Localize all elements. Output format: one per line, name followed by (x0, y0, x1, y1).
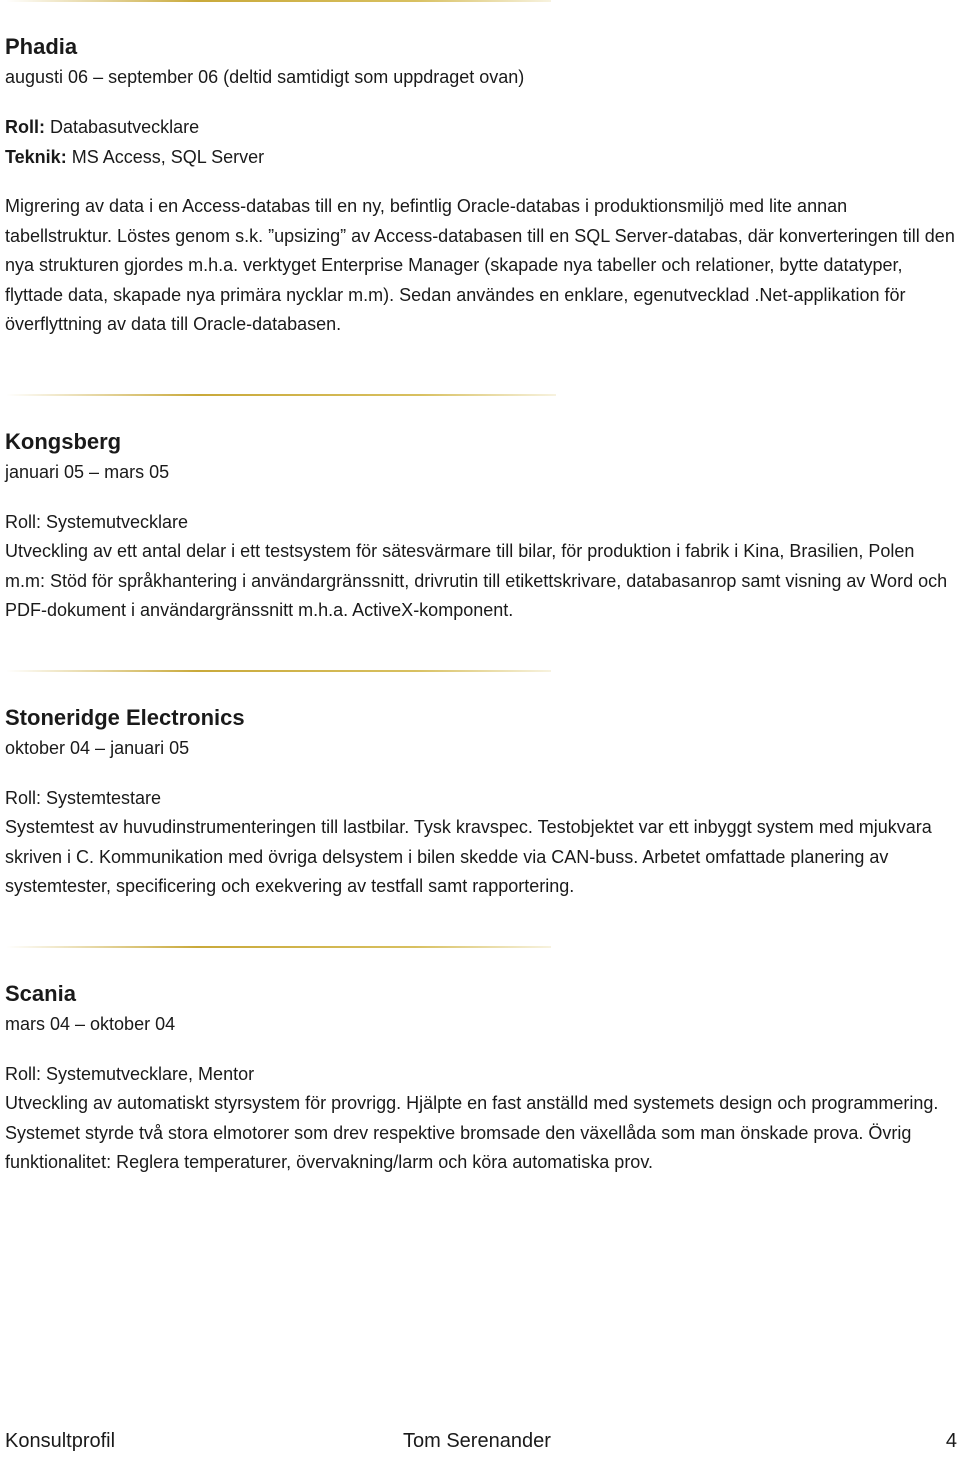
assignment-description: Systemtest av huvudinstrumenteringen till lastbilar. Tysk kravspec. Testobjektet var ett inbyggt system med mjukvara skriven i C. Kommunikation med övriga delsystem i bilen skedde via CAN-buss. Arbetet omfattade planering av systemtester, specificering och exekvering av testfall samt rapportering. (5, 817, 932, 896)
assignment-stoneridge (5, 703, 955, 902)
company-name: Phadia (5, 34, 78, 59)
assignment-description: Utveckling av ett antal delar i ett testsystem för sätesvärmare till bilar, för produktion i fabrik i Kina, Brasilien, Polen m.m: Stöd för språkhantering i användargränssnitt, drivrutin till etikettskrivare, databasanrop samt visning av Word och PDF-dokument i användargränssnitt m.h.a. ActiveX-komponent. (5, 541, 948, 620)
assignment-description: Utveckling av automatiskt styrsystem för provrigg. Hjälpte en fast anställd med systemets design och programmering. Systemet styrde två stora elmotorer som drev respektive bromsade den växellåda som man önskade prova. Övrig funktionalitet: Reglera temperaturer, övervakning/larm och köra automatiska prov. (5, 1093, 939, 1172)
tech-label: Teknik: (5, 147, 67, 167)
company-name: Scania (5, 981, 76, 1006)
assignment-period: januari 05 – mars 05 (5, 462, 170, 482)
assignment-period: augusti 06 – september 06 (deltid samtidigt som uppdraget ovan) (5, 67, 525, 87)
assignment-period: mars 04 – oktober 04 (5, 1014, 176, 1034)
tech-line (5, 142, 955, 172)
assignment-kongsberg (5, 427, 955, 626)
role-line (5, 112, 955, 142)
page-footer (5, 1430, 957, 1460)
assignment-period: oktober 04 – januari 05 (5, 738, 190, 758)
section-divider (6, 946, 551, 948)
role-line: Roll: Systemutvecklare (5, 512, 189, 532)
assignment-description: Migrering av data i en Access-databas till en ny, befintlig Oracle-databas i produktionsmiljö med lite annan tabellstruktur. Löstes genom s.k. ”upsizing” av Access-databasen till en SQL Server-databas, där konverteringen till den nya strukturen gjordes m.h.a. verktyget Enterprise Manager (skapade nya tabeller och relationer, bytte datatyper, flyttade data, skapade nya primära nycklar m.m). Sedan användes en enklare, egenutvecklad .Net-applikation för överflyttning av data till Oracle-databasen. (5, 196, 955, 334)
company-name: Stoneridge Electronics (5, 705, 245, 730)
page-number: 4 (945, 1430, 957, 1452)
role-value: Databasutvecklare (50, 117, 200, 137)
section-divider (6, 394, 556, 396)
role-line: Roll: Systemtestare (5, 788, 162, 808)
role-line: Roll: Systemutvecklare, Mentor (5, 1064, 255, 1084)
section-divider (6, 670, 551, 672)
company-name: Kongsberg (5, 429, 122, 454)
assignment-scania (5, 979, 955, 1178)
assignment-phadia (5, 32, 955, 340)
section-divider (6, 0, 551, 2)
footer-author: Tom Serenander (403, 1430, 551, 1452)
role-label: Roll: (5, 117, 45, 137)
tech-value: MS Access, SQL Server (71, 147, 265, 167)
footer-document-title: Konsultprofil (5, 1430, 116, 1452)
